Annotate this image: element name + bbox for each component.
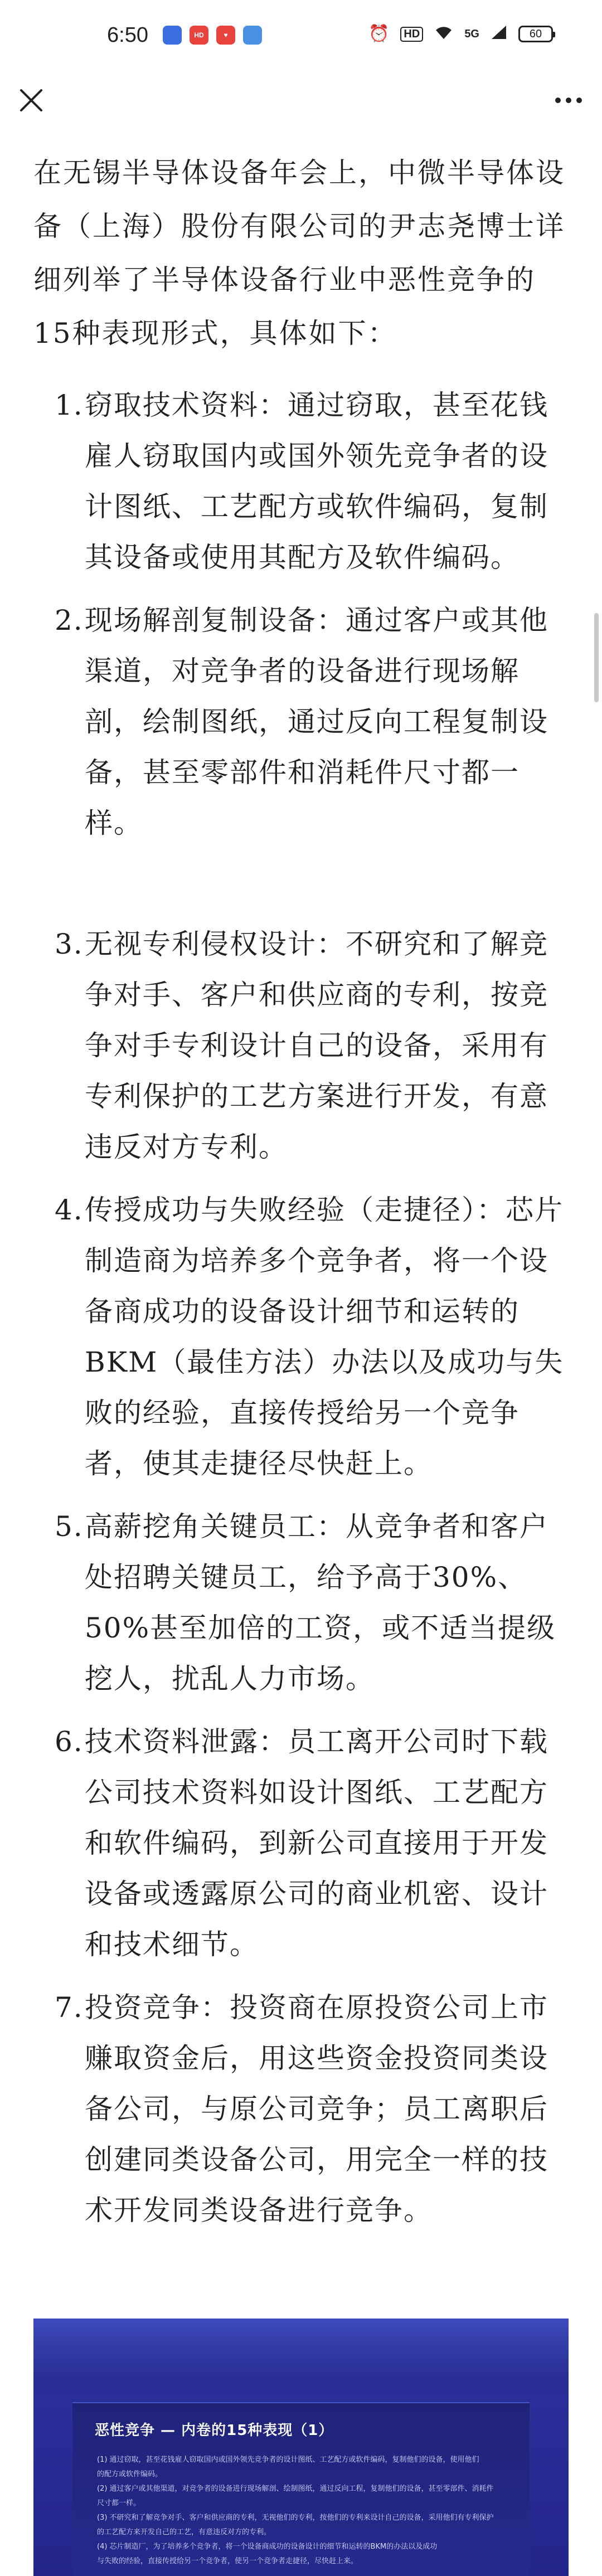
more-button[interactable]: [551, 82, 586, 118]
list-item-text: 技术资料泄露：员工离开公司时下载公司技术资料如设计图纸、工艺配方和软件编码，到新公司直接用于开发设备或透露原公司的商业机密、设计和技术细节。: [85, 1726, 548, 1961]
list-item-number: 6.: [55, 1726, 84, 1758]
list-item: [33, 1501, 569, 1704]
list-item-number: 4.: [55, 1194, 84, 1226]
list-item: [33, 380, 569, 583]
heart-app-icon: ♥: [216, 26, 235, 45]
blue-app-icon: [243, 26, 262, 45]
list-item-text: 传授成功与失败经验（走捷径）：芯片制造商为培养多个竞争者，将一个设备商成功的设备设计细节和运转的BKM（最佳方法）办法以及成功与失败的经验，直接传授给另一个竞争者，使其走捷径尽快赶上。: [85, 1194, 564, 1480]
list-item-number: 3.: [55, 928, 84, 960]
notification-icons: [163, 26, 262, 45]
list-item-text: 投资竞争：投资商在原投资公司上市赚取资金后，用这些资金投资同类设备公司，与原公司竞争；员工离职后创建同类设备公司，用完全一样的技术开发同类设备进行竞争。: [85, 1991, 548, 2227]
list-item-text: 高薪挖角关键员工：从竞争者和客户处招聘关键员工，给予高于30%、50%甚至加倍的工资，或不适当提级挖人，扰乱人力市场。: [85, 1510, 556, 1695]
list-item-text: 无视专利侵权设计：不研究和了解竞争对手、客户和供应商的专利，按竞争对手专利设计自己的设备，采用有专利保护的工艺方案进行开发，有意违反对方专利。: [85, 928, 548, 1163]
list-item: [33, 1982, 569, 2236]
article-intro: 在无锡半导体设备年会上，中微半导体设备（上海）股份有限公司的尹志尧博士详细列举了半导体设备行业中恶性竞争的15种表现形式，具体如下：: [33, 157, 565, 349]
list-item-text: 现场解剖复制设备：通过客户或其他渠道，对竞争者的设备进行现场解剖，绘制图纸，通过反向工程复制设备，甚至零部件和消耗件尺寸都一样。: [85, 604, 548, 839]
list-item-number: 2.: [55, 604, 84, 636]
status-time: 6:50: [107, 23, 148, 47]
red-app-icon: HD: [190, 26, 208, 45]
stage-light: [33, 2319, 569, 2385]
scrollbar-thumb[interactable]: [594, 613, 599, 702]
presentation-slide: [72, 2402, 530, 2576]
slide-line: 尺寸都一样。: [97, 2499, 141, 2507]
competition-list: [33, 380, 569, 2236]
list-item: [33, 919, 569, 1173]
slide-title: 恶性竞争 — 内卷的15种表现（1）: [95, 2422, 334, 2439]
list-item-number: 5.: [55, 1510, 84, 1543]
slide-line: (3) 不研究和了解竞争对手、客户和供应商的专利，无视他们的专利，按他们的专利来设计自己的设备，采用他们有专利保护: [97, 2514, 494, 2522]
close-button[interactable]: [13, 82, 49, 118]
battery-icon: [518, 26, 553, 42]
slide-line: 的配方或软件编码。: [97, 2470, 163, 2478]
system-indicators: [368, 25, 553, 43]
slide-line: (1) 通过窃取，甚至花钱雇人窃取国内或国外领先竞争者的设计图纸、工艺配方或软件编码，复制他们的设备，使用他们: [97, 2456, 479, 2464]
close-icon: [19, 88, 43, 113]
nav-bar: [0, 72, 602, 128]
status-bar: [0, 0, 602, 72]
slide-line: 的工艺配方来开发自己的工艺，有意违反对方的专利。: [97, 2528, 271, 2536]
slide-line: (2) 通过客户或其他渠道，对竞争者的设备进行现场解剖、绘制图纸，通过反向工程，复制他们的设备，甚至零部件、消耗件: [97, 2485, 494, 2493]
list-item-number: 1.: [55, 389, 84, 421]
list-item-text: 窃取技术资料：通过窃取，甚至花钱雇人窃取国内或国外领先竞争者的设计图纸、工艺配方或软件编码，复制其设备或使用其配方及软件编码。: [85, 389, 548, 573]
slide-line: (4) 芯片制造厂，为了培养多个竞争者，将一个设备商成功的设备设计的细节和运转的BKM的办法以及成功: [97, 2543, 438, 2551]
alarm-icon: ⏰: [368, 25, 390, 43]
hd-badge: HD: [400, 27, 423, 42]
signal-icon: [491, 25, 507, 43]
network-label: 5G: [464, 27, 479, 40]
list-item: [33, 595, 569, 849]
battery-level: 60: [529, 27, 542, 40]
list-item-number: 7.: [55, 1991, 84, 2024]
more-icon: [555, 97, 582, 104]
article-body: [33, 146, 569, 2236]
paw-app-icon: [163, 26, 182, 45]
list-item: [33, 1717, 569, 1970]
list-item: [33, 1185, 569, 1489]
wifi-icon: [434, 25, 453, 43]
slide-line: 与失败的经验，直接传授给另一个竞争者，使另一个竞争者走捷径，尽快赶上来。: [97, 2557, 358, 2565]
slide-photo[interactable]: [33, 2319, 569, 2576]
